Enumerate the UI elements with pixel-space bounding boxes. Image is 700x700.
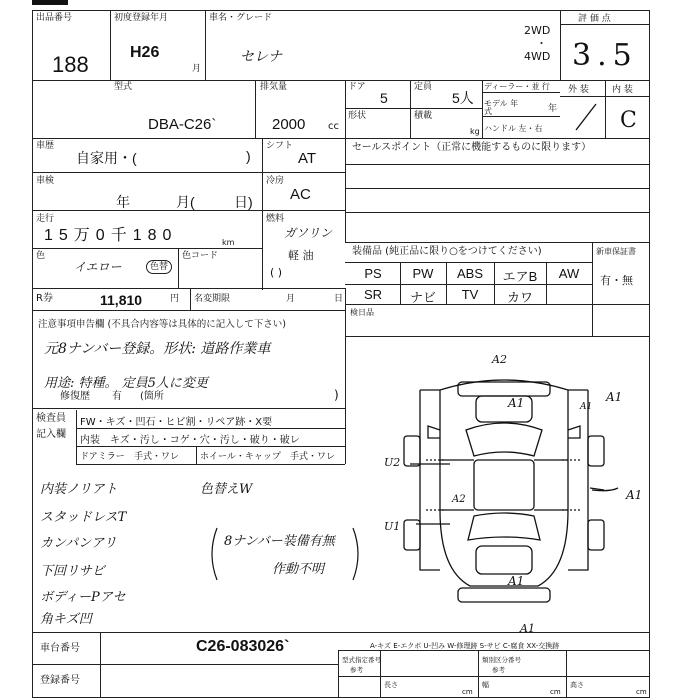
interior-label: 内 装 [612,85,633,95]
hand-note-1: 内装ノリアト [40,482,118,497]
inspector-interior-label: 内装 [80,435,100,446]
interior-grade: C [620,108,637,133]
capacity-value: 5人 [452,90,474,106]
rating-label: 評 価 点 [578,14,611,24]
capacity-label: 定員 [414,82,433,92]
hand-note-3: カンパンアリ [40,536,117,551]
width-label: 幅 [482,681,489,689]
color-label: 色 [36,251,46,261]
drive-2wd: 2WD [524,24,551,37]
inspector-wheel-items: 手式・ワレ [290,452,336,462]
height-label: 高さ [570,681,584,689]
equip-leather: カワ [506,290,533,305]
displacement-label: 排気量 [260,82,288,92]
equip-tv: TV [461,287,479,302]
mileage-label: 走行 [36,214,55,224]
warranty-label: 新車保証書 [596,247,636,256]
diagram-mark-a1-right: A1 [606,390,623,404]
repair-close: ) [334,388,339,402]
width-cm: cm [550,688,561,696]
shift-value: AT [298,150,317,167]
diagram-legend: A-キズ E-エクボ U-凹み W-修理跡 S-サビ C-腐食 XX-交換跡 [370,642,560,650]
inspection-month-unit: 月( [176,194,195,210]
color-value: イエロー [74,260,122,274]
notes-header: 注意事項申告欄 (不具合内容等は具体的に記入して下さい) [38,319,286,330]
name-change-day: 日 [334,294,344,304]
load-label: 積載 [414,111,433,121]
ac-label: 冷房 [266,176,285,186]
name-change-month: 月 [286,294,296,304]
handle-label: ハンドル 左・右 [484,124,543,133]
diagram-mark-a2-top: A2 [492,353,507,366]
doors-label: ドア [348,82,366,92]
dealer-label: ディーラー・並 行 [484,82,550,91]
inspection-label: 車検 [36,176,55,186]
hand-note-6: 角キズ凹 [40,612,92,627]
ac-value: AC [290,186,311,203]
kg-unit: kg [470,127,480,136]
fuel-value: ガソリン [284,226,333,240]
chassis-number: C26-083026` [196,638,290,655]
height-cm: cm [636,688,647,696]
equip-sr: SR [363,287,383,302]
diagram-mark-a1-right-fender: A1 [580,402,593,412]
length-cm: cm [462,688,473,696]
inspector-mirror-label: ドアミラー [80,452,125,462]
diagram-mark-a1-hood: A1 [508,396,525,410]
category-close: ) [246,148,251,164]
repair-place: (箇所 [140,391,164,402]
inspector-interior-line: キズ・汚し・コゲ・穴・汚し・破り・破レ [110,435,300,446]
type-spec-label: 型式指定番号 [342,656,381,664]
hand-note-2: スタッドレスT [40,510,127,525]
recycle-label: R券 [36,293,53,304]
notes-line-2: 用途: 特種。 定員5人に変更 [44,376,208,391]
warranty-value: 有・無 [600,274,633,287]
rating-value: 3.5 [572,38,638,73]
hand-mid-box-2: 作動不明 [272,562,325,577]
first-registration-year: H26 [130,44,160,61]
mileage-value: 15万0千180 [44,227,178,244]
displacement-value: 2000 [272,116,306,133]
recycle-amount: 11,810 [100,292,143,308]
repair-history-value: 有 [112,391,122,402]
car-name: セレナ [240,49,282,65]
inspector-label-2: 記入欄 [36,429,66,440]
lot-number-label: 出品番号 [36,13,73,23]
fuel-label: 燃料 [266,214,285,224]
exterior-slash-mark [572,100,600,134]
model-code: DBA-C26` [148,116,217,133]
equip-navi: ナビ [409,290,436,305]
inspector-mirror-items: 手式・ワレ [134,452,180,462]
diagram-mark-a1-bumper: A1 [520,622,535,635]
equip-ps: PS [364,266,382,281]
chassis-label: 車台番号 [40,643,80,654]
inspection-day-unit: 日) [234,194,253,210]
hand-mid-line-1: 色替えW [200,482,253,497]
type-spec-ref: 参考 [350,666,363,674]
color-code-label: 色コード [182,251,219,261]
equip-airbag: エアB [502,269,538,284]
year-unit: 年 [548,104,558,114]
lot-number: 188 [52,52,89,77]
shift-label: シフト [266,141,294,151]
diagram-mark-u1: U1 [384,520,401,533]
exterior-label: 外 装 [568,85,589,95]
inspector-wheel-label: ホイール・キャップ [200,452,281,462]
first-registration-label: 初度登録年月 [114,13,169,23]
hand-note-4: 下回リサビ [40,564,105,579]
registration-label: 登録番号 [40,675,80,686]
cc-unit: cc [328,121,339,132]
shape-label: 形状 [348,111,367,121]
equip-abs: ABS [456,266,483,281]
inspector-label-1: 検査員 [36,413,66,424]
drive-dot: ・ [536,37,547,50]
category-label: 車歴 [36,141,55,151]
diagram-mark-u2: U2 [384,456,401,469]
diagram-mark-a1-rear: A1 [508,574,525,588]
hand-note-5: ボディーPアセ [40,590,126,605]
sales-point-label: セールスポイント（正常に機能するものに限ります） [352,142,592,153]
color-change-mark: 色替 [146,260,172,274]
inspection-year-unit: 年 [116,194,130,210]
inspector-fw-line: FW・キズ・凹石・ヒビ割・リペア跡・X要 [80,417,273,428]
name-change-label: 名変期限 [194,294,231,304]
fuel-light-oil: 軽 油 [288,249,314,262]
diagram-mark-a1-right-door: A1 [626,488,643,502]
equip-aw: AW [558,266,580,281]
inspector-stamp-label: 検日品 [350,308,374,317]
type-cls-label: 類別区分番号 [482,656,521,664]
model-label: 型式 [114,82,133,92]
model-year-label: モデル 年式 [484,99,519,116]
diagram-mark-a2-roof: A2 [452,494,466,505]
doors-value: 5 [380,90,388,106]
drive-4wd: 4WD [524,50,551,63]
equipment-label: 装備品 (純正品に限り○をつけてください) [352,246,542,257]
repair-history-label: 修復歴 [60,391,90,402]
equip-pw: PW [412,266,434,281]
notes-line-1: 元8ナンバー登録。形状: 道路作業車 [44,341,271,357]
first-registration-month-unit: 月 [192,64,202,74]
fuel-paren: ( ) [270,266,283,279]
hand-mid-box-1: 8ナンバー装備有無 [224,534,335,549]
km-unit: km [222,238,235,247]
type-cls-ref: 参考 [492,666,505,674]
yen-unit: 円 [170,294,180,304]
category-value: 自家用・( [76,150,137,166]
name-grade-label: 車名・グレード [209,13,273,23]
length-label: 長さ [384,681,398,689]
top-black-bar [32,0,68,5]
